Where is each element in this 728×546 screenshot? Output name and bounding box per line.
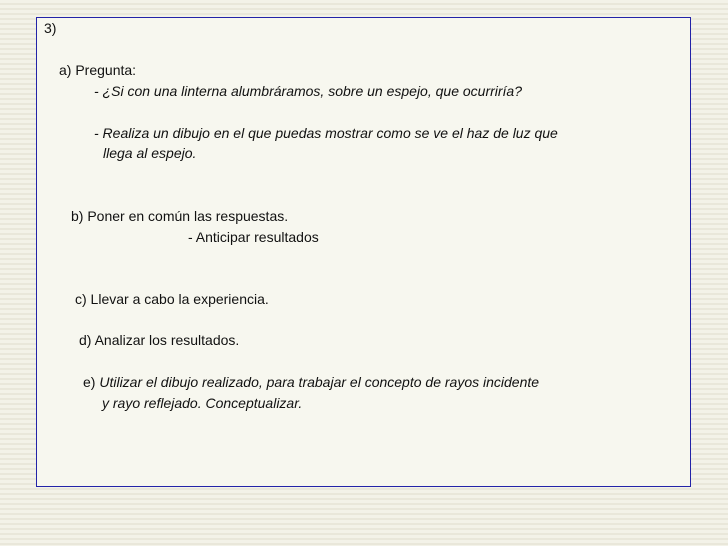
item-a-question-1: - ¿Si con una linterna alumbráramos, sobre un espejo, que ocurriría? (94, 83, 522, 99)
slide-number: 3) (44, 20, 57, 36)
item-a-heading: a) Pregunta: (59, 62, 137, 78)
item-e-line-1 (83, 373, 539, 391)
item-d-text: d) Analizar los resultados. (79, 332, 240, 348)
item-c-text: c) Llevar a cabo la experiencia. (75, 291, 269, 307)
item-b-heading: b) Poner en común las respuestas. (71, 208, 289, 224)
item-b-subitem: - Anticipar resultados (188, 229, 319, 245)
item-e-line-2: y rayo reflejado. Conceptualizar. (102, 395, 303, 411)
item-e-text: Utilizar el dibujo realizado, para trabajar el concepto de rayos incidente (99, 374, 540, 390)
item-e-prefix: e) (83, 374, 100, 390)
item-a-question-2-line-2: llega al espejo. (103, 145, 197, 161)
item-a-question-2-line-1: - Realiza un dibujo en el que puedas mostrar como se ve el haz de luz que (94, 125, 558, 141)
